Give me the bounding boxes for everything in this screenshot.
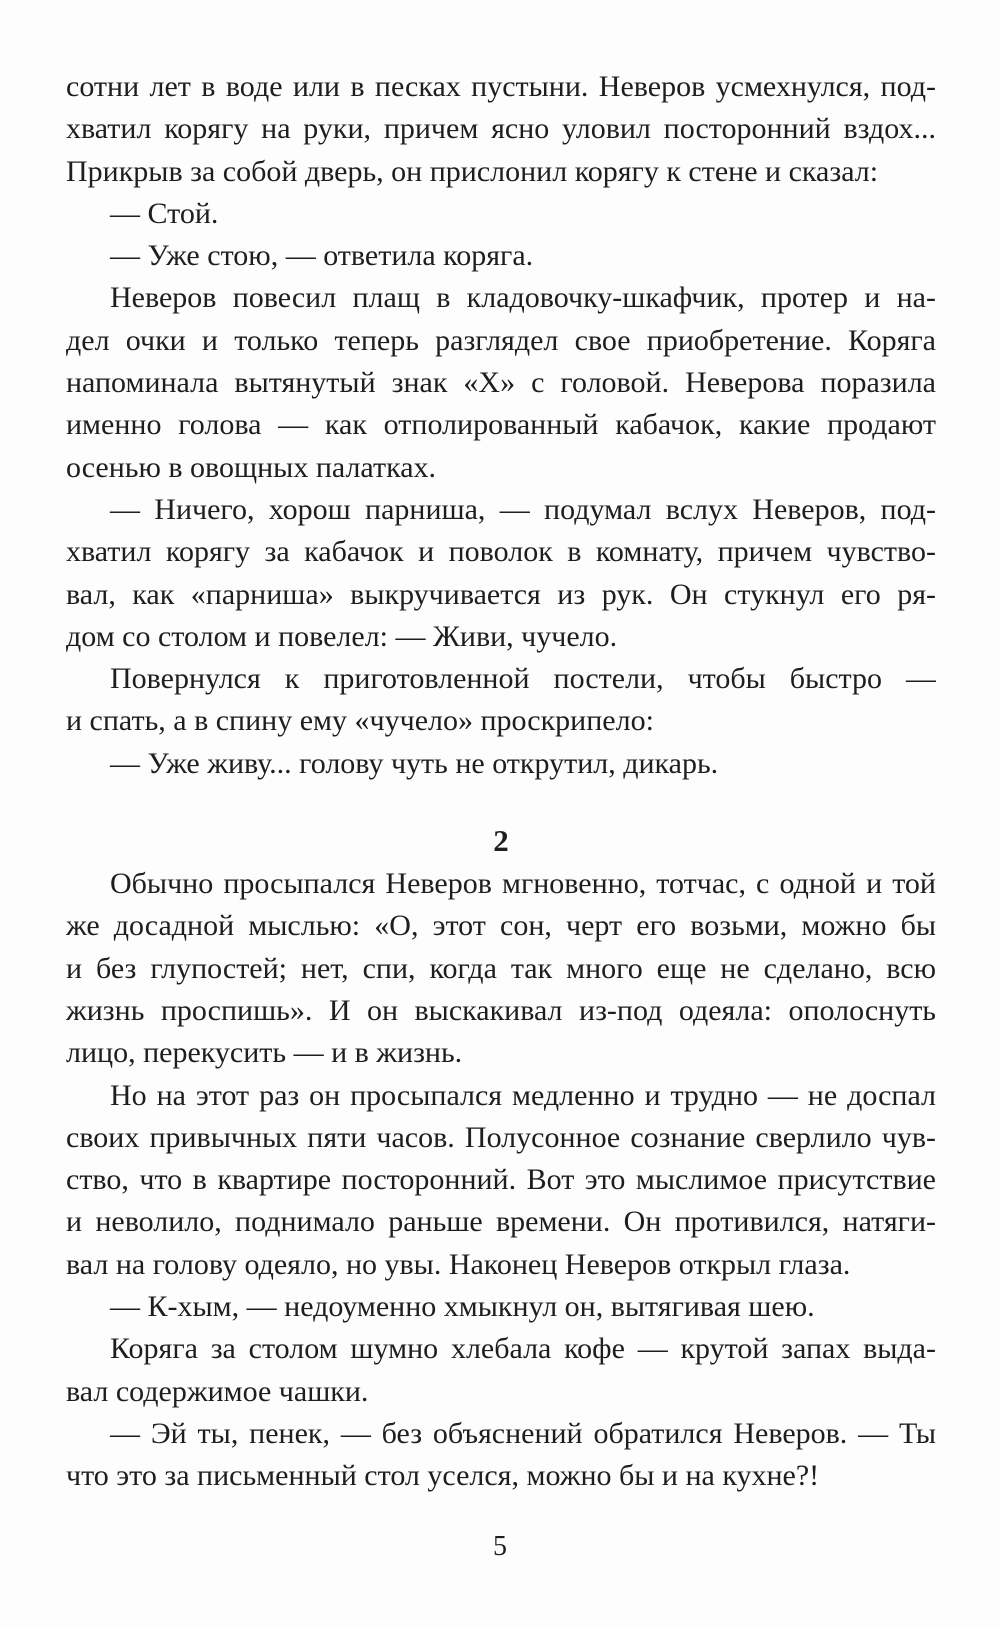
page-number: 5: [493, 1531, 507, 1562]
page-body-text: [66, 66, 936, 1498]
text-line: напоминала вытянутый знак «Х» с головой. Неверова поразила: [66, 366, 936, 400]
text-line: своих привычных пяти часов. Полусонное сознание сверлило чув-: [66, 1120, 936, 1154]
text-line: Коряга за столом шумно хлебала кофе — крутой запах выда-: [110, 1332, 936, 1366]
text-line: лицо, перекусить — и в жизнь.: [66, 1036, 463, 1070]
text-line: и неволило, поднимало раньше времени. Он противился, натяги-: [66, 1205, 936, 1239]
chapter-heading: 2: [493, 823, 509, 859]
text-line: вал, как «парниша» выкручивается из рук. Он стукнул его ря-: [66, 577, 936, 611]
dialogue-line: — Уже живу... голову чуть не открутил, дикарь.: [110, 746, 719, 780]
text-line: вал на голову одеяло, но увы. Наконец Неверов открыл глаза.: [66, 1247, 851, 1281]
text-line: ство, что в квартире посторонний. Вот это мыслимое присутствие: [66, 1163, 936, 1197]
text-line: вал содержимое чашки.: [66, 1374, 369, 1408]
dialogue-line: — Эй ты, пенек, — без объяснений обратился Неверов. — Ты: [110, 1416, 936, 1450]
text-line: и без глупостей; нет, спи, когда так много еще не сделано, всю: [66, 951, 936, 985]
dialogue-line: — К-хым, — недоуменно хмыкнул он, вытягивая шею.: [110, 1290, 815, 1324]
text-line: именно голова — как отполированный кабачок, какие продают: [66, 408, 936, 442]
dialogue-line: — Стой.: [110, 196, 219, 230]
text-line: дел очки и только теперь разглядел свое приобретение. Коряга: [66, 323, 936, 357]
text-line: хватил корягу за кабачок и поволок в комнату, причем чувство-: [66, 535, 936, 569]
text-line: же досадной мыслью: «О, этот сон, черт его возьми, можно бы: [66, 909, 936, 943]
text-line: жизнь проспишь». И он выскакивал из-под одеяла: ополоснуть: [66, 993, 936, 1027]
text-line: дом со столом и повелел: — Живи, чучело.: [66, 619, 618, 653]
text-line: Повернулся к приготовленной постели, чтобы быстро —: [110, 662, 936, 696]
text-line: Но на этот раз он просыпался медленно и трудно — не доспал: [110, 1078, 936, 1112]
text-line: Прикрыв за собой дверь, он прислонил корягу к стене и сказал:: [66, 154, 879, 188]
dialogue-line: — Ничего, хорош парниша, — подумал вслух Неверов, под-: [110, 492, 936, 526]
text-line: сотни лет в воде или в песках пустыни. Неверов усмехнулся, под-: [66, 70, 936, 103]
text-line: осенью в овощных палатках.: [66, 450, 437, 484]
text-line: хватил корягу на руки, причем ясно уловил посторонний вздох...: [66, 112, 936, 146]
dialogue-line: — Уже стою, — ответила коряга.: [110, 239, 534, 273]
text-line: что это за письменный стол уселся, можно бы и на кухне?!: [66, 1459, 820, 1493]
text-line: Неверов повесил плащ в кладовочку-шкафчик, протер и на-: [110, 281, 936, 315]
text-line: и спать, а в спину ему «чучело» проскрипело:: [66, 704, 654, 738]
text-line: Обычно просыпался Неверов мгновенно, тотчас, с одной и той: [110, 867, 936, 901]
